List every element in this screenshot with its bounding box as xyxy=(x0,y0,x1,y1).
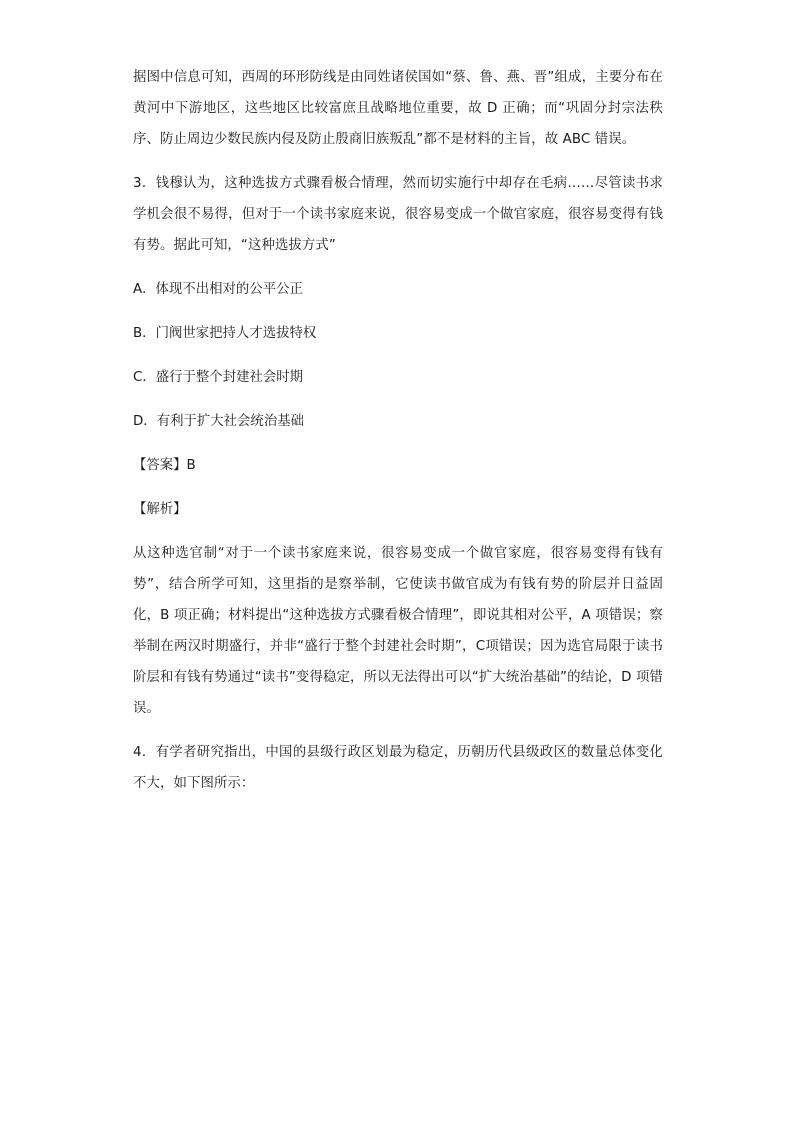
q2-analysis-continued: 据图中信息可知，西周的环形防线是由同姓诸侯国如“蔡、鲁、燕、晋”组成，主要分布在黄河中下游地区，这些地区比较富庶且战略地位重要，故 D 正确；而“巩固分封宗法秩序、防止周边少数民族内侵及防止殷商旧族叛乱”都不是材料的主旨，故 ABC 错误。 xyxy=(133,70,663,147)
q3-analysis-label: 【解析】 xyxy=(133,502,187,517)
q3-stem: 3．钱穆认为，这种选拔方式骤看极合情理，然而切实施行中却存在毛病……尽管读书求学机会很不易得，但对于一个读书家庭来说，很容易变成一个做官家庭，很容易变得有钱有势。据此可知，“这种选拔方式” xyxy=(133,176,663,253)
q4-stem: 4．有学者研究指出，中国的县级行政区划最为稳定，历朝历代县级政区的数量总体变化不大，如下图所示： xyxy=(133,745,663,791)
q3-option-c: C．盛行于整个封建社会时期 xyxy=(133,370,304,385)
document-body xyxy=(133,62,663,799)
q3-option-b: B．门阀世家把持人才选拔特权 xyxy=(133,326,317,341)
q3-analysis: 从这种选官制“对于一个读书家庭来说，很容易变成一个做官家庭，很容易变得有钱有势”，结合所学可知，这里指的是察举制，它使读书做官成为有钱有势的阶层并日益固化，B 项正确；材料提出“这种选拔方式骤看极合情理”，即说其相对公平，A 项错误；察举制在两汉时期盛行，并非“盛行于整个封建社会时期”，C项错误；因为选官局限于读书阶层和有钱有势通过“读书”变得稳定，所以无法得出可以“扩大统治基础”的结论，D 项错误。 xyxy=(133,546,663,716)
q3-option-d: D．有利于扩大社会统治基础 xyxy=(133,414,304,429)
q3-answer: 【答案】B xyxy=(133,458,196,473)
q3-option-a: A．体现不出相对的公平公正 xyxy=(133,282,303,297)
